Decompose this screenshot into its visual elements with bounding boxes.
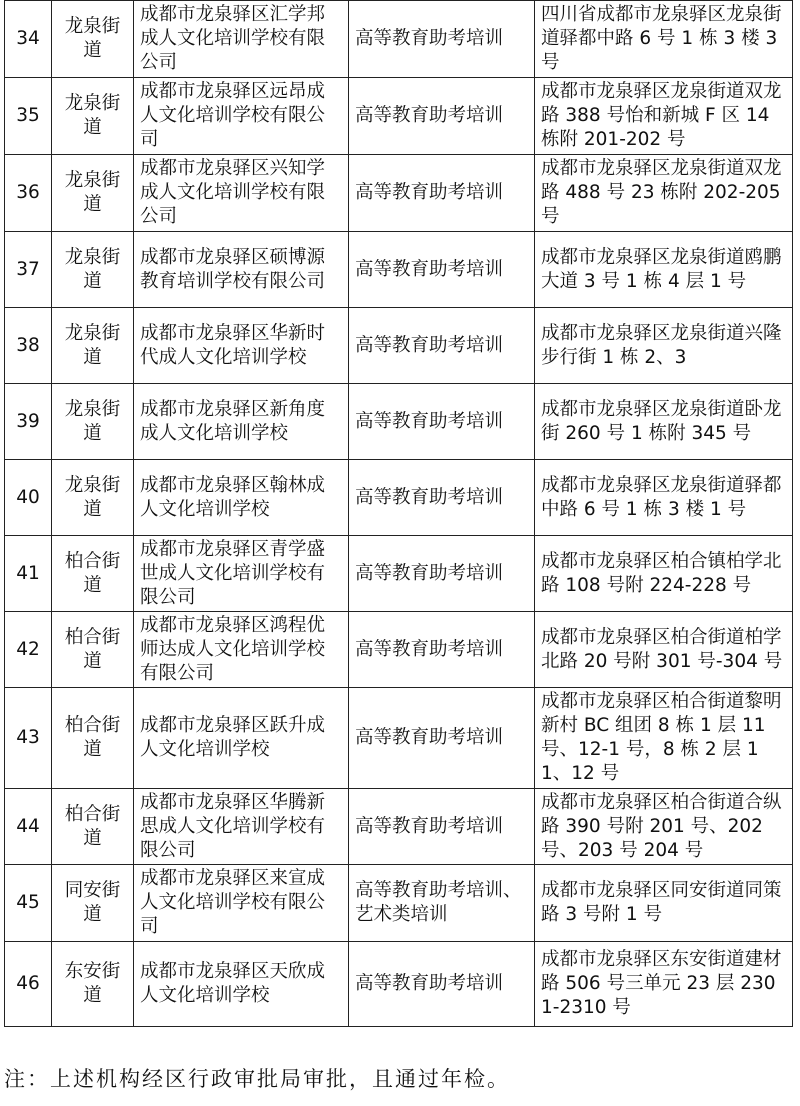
address-cell: 四川省成都市龙泉驿区龙泉街道驿都中路 6 号 1 栋 3 楼 3 号 <box>535 1 793 78</box>
street-cell: 柏合街道 <box>52 688 134 789</box>
institution-name-cell: 成都市龙泉驿区华腾新思成人文化培训学校有限公司 <box>134 789 349 865</box>
street-cell: 柏合街道 <box>52 536 134 612</box>
training-scope-cell: 高等教育助考培训 <box>349 460 535 536</box>
street-cell: 柏合街道 <box>52 612 134 688</box>
street-cell: 龙泉街道 <box>52 78 134 155</box>
row-number: 43 <box>5 688 52 789</box>
address-cell: 成都市龙泉驿区龙泉街道兴隆步行街 1 栋 2、3 <box>535 308 793 384</box>
row-number: 44 <box>5 789 52 865</box>
table-row <box>5 942 793 1027</box>
street-cell: 龙泉街道 <box>52 384 134 460</box>
training-scope-cell: 高等教育助考培训 <box>349 942 535 1027</box>
address-cell: 成都市龙泉驿区柏合街道合纵路 390 号附 201 号、202 号、203 号 204 号 <box>535 789 793 865</box>
training-scope-cell: 高等教育助考培训 <box>349 1 535 78</box>
table-row <box>5 612 793 688</box>
table-row <box>5 789 793 865</box>
row-number: 36 <box>5 155 52 232</box>
address-cell: 成都市龙泉驿区同安街道同策路 3 号附 1 号 <box>535 865 793 942</box>
training-scope-cell: 高等教育助考培训、艺术类培训 <box>349 865 535 942</box>
training-scope-cell: 高等教育助考培训 <box>349 789 535 865</box>
institution-name-cell: 成都市龙泉驿区远昂成人文化培训学校有限公司 <box>134 78 349 155</box>
address-cell: 成都市龙泉驿区龙泉街道双龙路 488 号 23 栋附 202-205 号 <box>535 155 793 232</box>
street-cell: 龙泉街道 <box>52 232 134 308</box>
institution-name-cell: 成都市龙泉驿区翰林成人文化培训学校 <box>134 460 349 536</box>
table-row <box>5 865 793 942</box>
institution-name-cell: 成都市龙泉驿区鸿程优师达成人文化培训学校有限公司 <box>134 612 349 688</box>
institution-name-cell: 成都市龙泉驿区兴知学成人文化培训学校有限公司 <box>134 155 349 232</box>
training-scope-cell: 高等教育助考培训 <box>349 612 535 688</box>
training-scope-cell: 高等教育助考培训 <box>349 78 535 155</box>
address-cell: 成都市龙泉驿区龙泉街道鸥鹏大道 3 号 1 栋 4 层 1 号 <box>535 232 793 308</box>
address-cell: 成都市龙泉驿区柏合街道柏学北路 20 号附 301 号-304 号 <box>535 612 793 688</box>
address-cell: 成都市龙泉驿区龙泉街道双龙路 388 号怡和新城 F 区 14 栋附 201-202 号 <box>535 78 793 155</box>
institution-name-cell: 成都市龙泉驿区新角度成人文化培训学校 <box>134 384 349 460</box>
address-cell: 成都市龙泉驿区龙泉街道卧龙街 260 号 1 栋附 345 号 <box>535 384 793 460</box>
street-cell: 龙泉街道 <box>52 460 134 536</box>
table-row <box>5 536 793 612</box>
address-cell: 成都市龙泉驿区柏合镇柏学北路 108 号附 224-228 号 <box>535 536 793 612</box>
street-cell: 龙泉街道 <box>52 308 134 384</box>
table-row <box>5 460 793 536</box>
table-body <box>5 1 793 1027</box>
institution-name-cell: 成都市龙泉驿区跃升成人文化培训学校 <box>134 688 349 789</box>
training-scope-cell: 高等教育助考培训 <box>349 308 535 384</box>
row-number: 40 <box>5 460 52 536</box>
row-number: 34 <box>5 1 52 78</box>
table-row <box>5 384 793 460</box>
institution-name-cell: 成都市龙泉驿区来宣成人文化培训学校有限公司 <box>134 865 349 942</box>
row-number: 45 <box>5 865 52 942</box>
row-number: 39 <box>5 384 52 460</box>
training-scope-cell: 高等教育助考培训 <box>349 536 535 612</box>
row-number: 35 <box>5 78 52 155</box>
row-number: 38 <box>5 308 52 384</box>
row-number: 37 <box>5 232 52 308</box>
footnote: 注：上述机构经区行政审批局审批，且通过年检。 <box>4 1067 510 1091</box>
table-row <box>5 155 793 232</box>
table-row <box>5 78 793 155</box>
table-row <box>5 232 793 308</box>
street-cell: 同安街道 <box>52 865 134 942</box>
table-row <box>5 308 793 384</box>
institution-name-cell: 成都市龙泉驿区硕博源教育培训学校有限公司 <box>134 232 349 308</box>
institution-table <box>4 0 793 1027</box>
training-scope-cell: 高等教育助考培训 <box>349 232 535 308</box>
institution-name-cell: 成都市龙泉驿区青学盛世成人文化培训学校有限公司 <box>134 536 349 612</box>
street-cell: 龙泉街道 <box>52 1 134 78</box>
row-number: 42 <box>5 612 52 688</box>
institution-name-cell: 成都市龙泉驿区汇学邦成人文化培训学校有限公司 <box>134 1 349 78</box>
street-cell: 龙泉街道 <box>52 155 134 232</box>
street-cell: 东安街道 <box>52 942 134 1027</box>
training-scope-cell: 高等教育助考培训 <box>349 688 535 789</box>
row-number: 41 <box>5 536 52 612</box>
address-cell: 成都市龙泉驿区柏合街道黎明新村 BC 组团 8 栋 1 层 11 号、12-1 号，8 栋 2 层 11、12 号 <box>535 688 793 789</box>
institution-name-cell: 成都市龙泉驿区华新时代成人文化培训学校 <box>134 308 349 384</box>
street-cell: 柏合街道 <box>52 789 134 865</box>
table-row <box>5 688 793 789</box>
training-scope-cell: 高等教育助考培训 <box>349 384 535 460</box>
address-cell: 成都市龙泉驿区龙泉街道驿都中路 6 号 1 栋 3 楼 1 号 <box>535 460 793 536</box>
table-row <box>5 1 793 78</box>
row-number: 46 <box>5 942 52 1027</box>
address-cell: 成都市龙泉驿区东安街道建材路 506 号三单元 23 层 2301-2310 号 <box>535 942 793 1027</box>
training-scope-cell: 高等教育助考培训 <box>349 155 535 232</box>
institution-name-cell: 成都市龙泉驿区天欣成人文化培训学校 <box>134 942 349 1027</box>
